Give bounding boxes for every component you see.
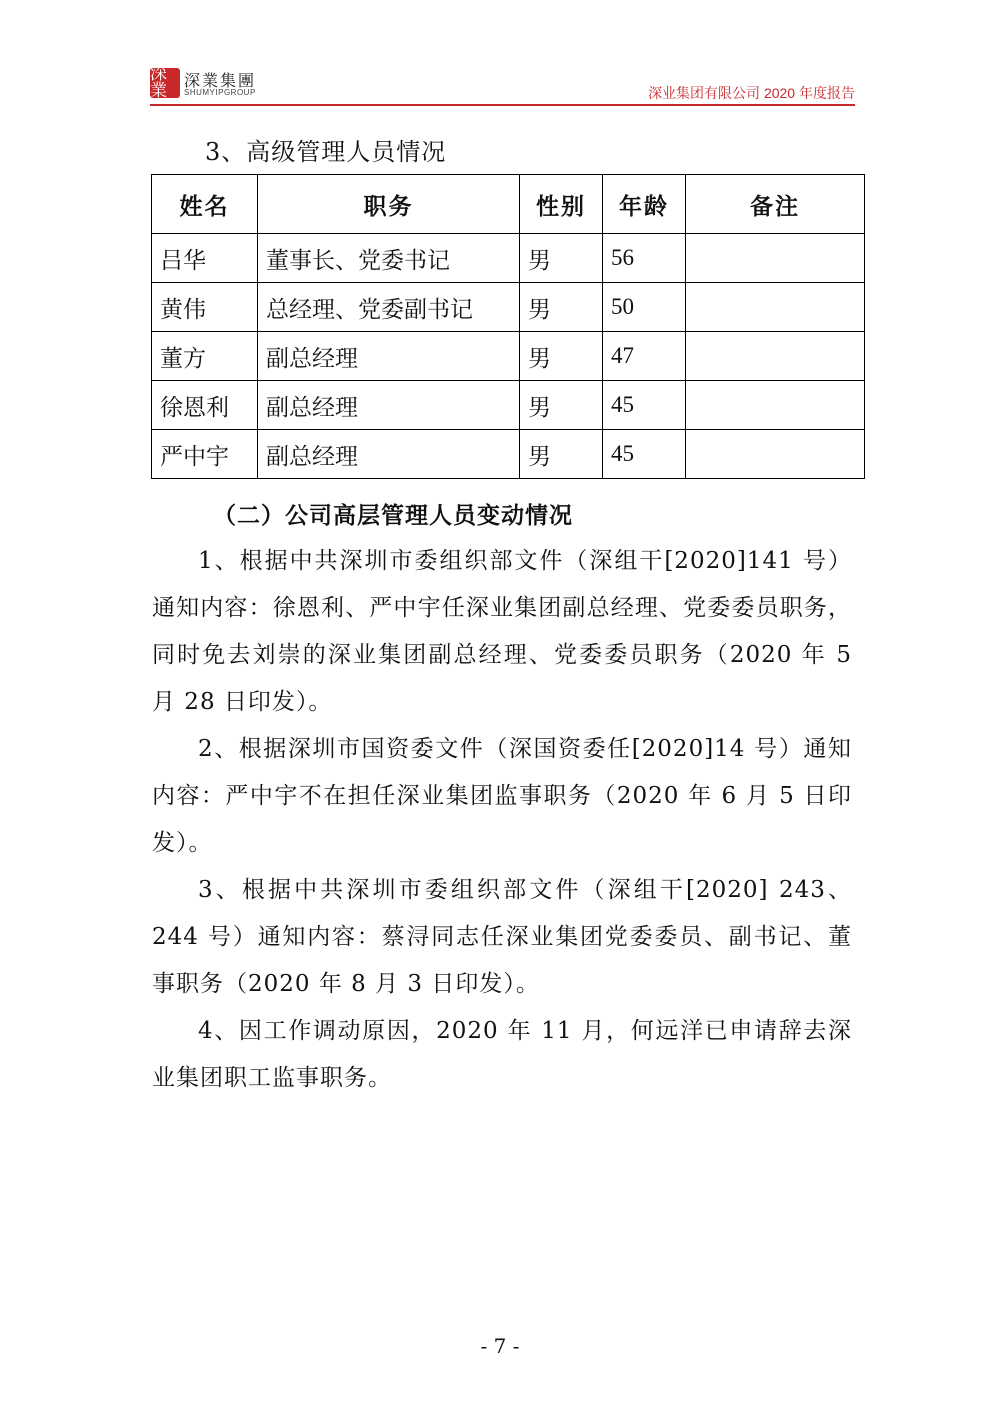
cell-name: 黄伟 [152, 283, 258, 332]
header-name: 姓名 [152, 175, 258, 234]
report-title: 深业集团有限公司 2020 年度报告 [648, 85, 855, 101]
senior-management-table [151, 174, 865, 479]
cell-name: 吕华 [152, 234, 258, 283]
cell-age: 45 [603, 381, 686, 430]
paragraph: 2、根据深圳市国资委文件（深国资委任[2020]14 号）通知内容：严中宇不在担任深业集团监事职务（2020 年 6 月 5 日印发）。 [152, 736, 852, 856]
changes-body [152, 538, 852, 1102]
cell-name: 严中宇 [152, 430, 258, 479]
company-logo-icon: 深業 [150, 68, 180, 98]
cell-position: 总经理、党委副书记 [258, 283, 520, 332]
header-divider [150, 104, 855, 106]
cell-position: 副总经理 [258, 381, 520, 430]
page-number: - 7 - [480, 1334, 520, 1358]
cell-name: 徐恩利 [152, 381, 258, 430]
header-position: 职务 [258, 175, 520, 234]
cell-gender: 男 [520, 283, 603, 332]
cell-age: 56 [603, 234, 686, 283]
table-header-row [152, 175, 865, 234]
cell-age: 50 [603, 283, 686, 332]
paragraph: 1、根据中共深圳市委组织部文件（深组干[2020]141 号）通知内容：徐恩利、严中宇任深业集团副总经理、党委委员职务，同时免去刘崇的深业集团副总经理、党委委员职务（2020 年 5 月 28 日印发）。 [152, 548, 852, 715]
cell-age: 45 [603, 430, 686, 479]
table-row [152, 430, 865, 479]
cell-remarks [686, 430, 865, 479]
cell-age: 47 [603, 332, 686, 381]
cell-remarks [686, 234, 865, 283]
cell-name: 董方 [152, 332, 258, 381]
header-gender: 性别 [520, 175, 603, 234]
page-header [150, 66, 855, 106]
cell-remarks [686, 283, 865, 332]
table-row [152, 283, 865, 332]
cell-position: 副总经理 [258, 332, 520, 381]
cell-gender: 男 [520, 234, 603, 283]
changes-subheading: （二）公司高层管理人员变动情况 [213, 502, 573, 529]
paragraph: 4、因工作调动原因，2020 年 11 月，何远洋已申请辞去深业集团职工监事职务。 [152, 1018, 852, 1091]
section-title: 3、高级管理人员情况 [205, 138, 447, 166]
paragraph: 3、根据中共深圳市委组织部文件（深组干[2020] 243、244 号）通知内容：蔡浔同志任深业集团党委委员、副书记、董事职务（2020 年 8 月 3 日印发）。 [152, 877, 852, 997]
cell-remarks [686, 332, 865, 381]
table-row [152, 381, 865, 430]
cell-gender: 男 [520, 332, 603, 381]
cell-remarks [686, 381, 865, 430]
cell-position: 董事长、党委书记 [258, 234, 520, 283]
logo-chinese-name: 深業集團 [184, 71, 257, 90]
table-row [152, 332, 865, 381]
cell-gender: 男 [520, 381, 603, 430]
header-age: 年龄 [603, 175, 686, 234]
table-row [152, 234, 865, 283]
cell-gender: 男 [520, 430, 603, 479]
logo-english-name: SHUMYIPGROUP [184, 88, 256, 97]
header-remarks: 备注 [686, 175, 865, 234]
cell-position: 副总经理 [258, 430, 520, 479]
